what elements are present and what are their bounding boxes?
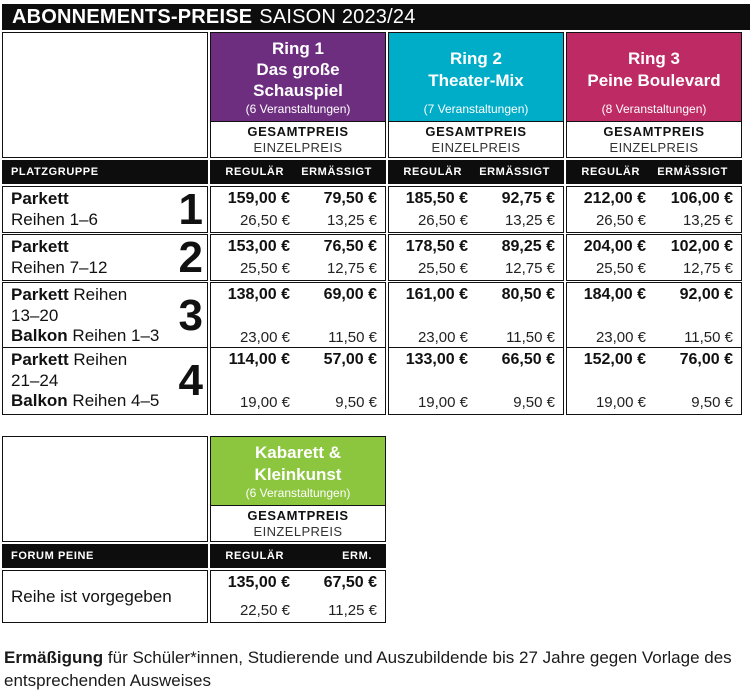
platzgruppe-4-label: Parkett Reihen 21–24 Balkon Reihen 4–5 4 — [2, 347, 208, 415]
price-cell: 204,00 € 25,50 € 102,00 € 12,75 € — [566, 234, 742, 281]
ermaessigt-header: ERMÄSSIGT — [657, 166, 728, 178]
ring-1-columns — [210, 160, 386, 184]
discount-footnote — [4, 647, 748, 693]
ring-3-price-types — [566, 122, 742, 158]
kabarett-name: Kabarett & Kleinkunst — [254, 443, 342, 484]
platzgruppe-number: 1 — [178, 184, 202, 234]
table-row — [2, 186, 750, 232]
ermaessigt-header: ERMÄSSIGT — [479, 166, 550, 178]
price-cell: 212,00 € 26,50 € 106,00 € 13,25 € — [566, 186, 742, 233]
ring-1-price-types — [210, 122, 386, 158]
platzgruppe-2-label: Parkett Reihen 7–12 2 — [2, 234, 208, 281]
page-title: ABONNEMENTS-PREISE — [12, 5, 253, 28]
regulaer-header: REGULÄR — [225, 166, 284, 178]
main-table-columns-bar — [2, 160, 750, 184]
price-cell: 114,00 € 19,00 € 57,00 € 9,50 € — [210, 347, 386, 415]
page-subtitle: SAISON 2023/24 — [259, 5, 416, 28]
ring-3-columns — [566, 160, 742, 184]
ring-2-subtitle: Theater-Mix — [428, 70, 524, 90]
kabarett-header — [2, 436, 388, 542]
gesamtpreis-label: GESAMTPREIS — [247, 124, 349, 139]
ring-2-name: Ring 2 — [450, 49, 502, 69]
ring-3-name: Ring 3 — [628, 49, 680, 69]
kabarett-price-types — [210, 506, 386, 542]
regulaer-header: REGULÄR — [225, 550, 284, 562]
platzgruppe-number: 3 — [178, 291, 202, 341]
ring-2-events: (7 Veranstaltungen) — [423, 102, 529, 116]
ring-3-header — [566, 32, 742, 122]
einzelpreis-label: EINZELPREIS — [431, 140, 521, 155]
gesamtpreis-label: GESAMTPREIS — [425, 124, 527, 139]
table-row — [2, 282, 750, 345]
ring-1-name: Ring 1 — [272, 38, 324, 58]
ermaessigt-header: ERMÄSSIGT — [301, 166, 372, 178]
empty-corner-cell — [2, 32, 208, 158]
price-cell: 138,00 € 23,00 € 69,00 € 11,50 € — [210, 282, 386, 350]
kabarett-table — [2, 436, 388, 623]
kabarett-columns-bar — [2, 544, 388, 568]
gesamtpreis-label: GESAMTPREIS — [603, 124, 705, 139]
footnote-text: für Schüler*innen, Studierende und Auszubildende bis 27 Jahre gegen Vorlage des entsprechenden Ausweises — [4, 648, 732, 690]
price-cell: 178,50 € 25,50 € 89,25 € 12,75 € — [388, 234, 564, 281]
erm-header: ERM. — [342, 550, 372, 562]
ring-2-price-types — [388, 122, 564, 158]
price-cell: 152,00 € 19,00 € 76,00 € 9,50 € — [566, 347, 742, 415]
ring-3-subtitle: Peine Boulevard — [587, 70, 721, 90]
platzgruppe-3-label: Parkett Reihen 13–20 Balkon Reihen 1–3 3 — [2, 282, 208, 350]
ring-1-subtitle: Das große Schauspiel — [253, 59, 343, 101]
price-cell: 184,00 € 23,00 € 92,00 € 11,50 € — [566, 282, 742, 350]
ring-2-header — [388, 32, 564, 122]
kabarett-events: (6 Veranstaltungen) — [245, 486, 351, 500]
regulaer-header: REGULÄR — [581, 166, 640, 178]
ring-3-events: (8 Veranstaltungen) — [601, 102, 707, 116]
regulaer-header: REGULÄR — [403, 166, 462, 178]
platzgruppe-header: PLATZGRUPPE — [2, 160, 208, 184]
gesamtpreis-label: GESAMTPREIS — [247, 508, 349, 523]
footnote-keyword: Ermäßigung — [4, 648, 104, 667]
price-cell: 161,00 € 23,00 € 80,50 € 11,50 € — [388, 282, 564, 350]
table-row — [2, 234, 750, 280]
price-cell: 133,00 € 19,00 € 66,50 € 9,50 € — [388, 347, 564, 415]
kabarett-columns — [210, 544, 386, 568]
price-cell: 135,00 € 22,50 € 67,50 € 11,25 € — [210, 570, 386, 623]
einzelpreis-label: EINZELPREIS — [253, 140, 343, 155]
title-bar — [2, 4, 750, 30]
kabarett-column-header — [210, 436, 386, 506]
forum-peine-header: FORUM PEINE — [2, 544, 208, 568]
ring-1-header — [210, 32, 386, 122]
ring-2-columns — [388, 160, 564, 184]
main-table — [2, 32, 750, 410]
price-cell: 153,00 € 25,50 € 76,50 € 12,75 € — [210, 234, 386, 281]
price-cell: 159,00 € 26,50 € 79,50 € 13,25 € — [210, 186, 386, 233]
table-row — [2, 570, 388, 623]
empty-corner-cell — [2, 436, 208, 542]
table-row — [2, 347, 750, 410]
platzgruppe-1-label: Parkett Reihen 1–6 1 — [2, 186, 208, 233]
einzelpreis-label: EINZELPREIS — [253, 524, 343, 539]
ring-1-events: (6 Veranstaltungen) — [245, 102, 351, 116]
price-cell: 185,50 € 26,50 € 92,75 € 13,25 € — [388, 186, 564, 233]
einzelpreis-label: EINZELPREIS — [609, 140, 699, 155]
main-table-header — [2, 32, 750, 158]
platzgruppe-number: 2 — [178, 232, 202, 282]
platzgruppe-number: 4 — [178, 356, 202, 406]
forum-row-label: Reihe ist vorgegeben — [2, 570, 208, 623]
